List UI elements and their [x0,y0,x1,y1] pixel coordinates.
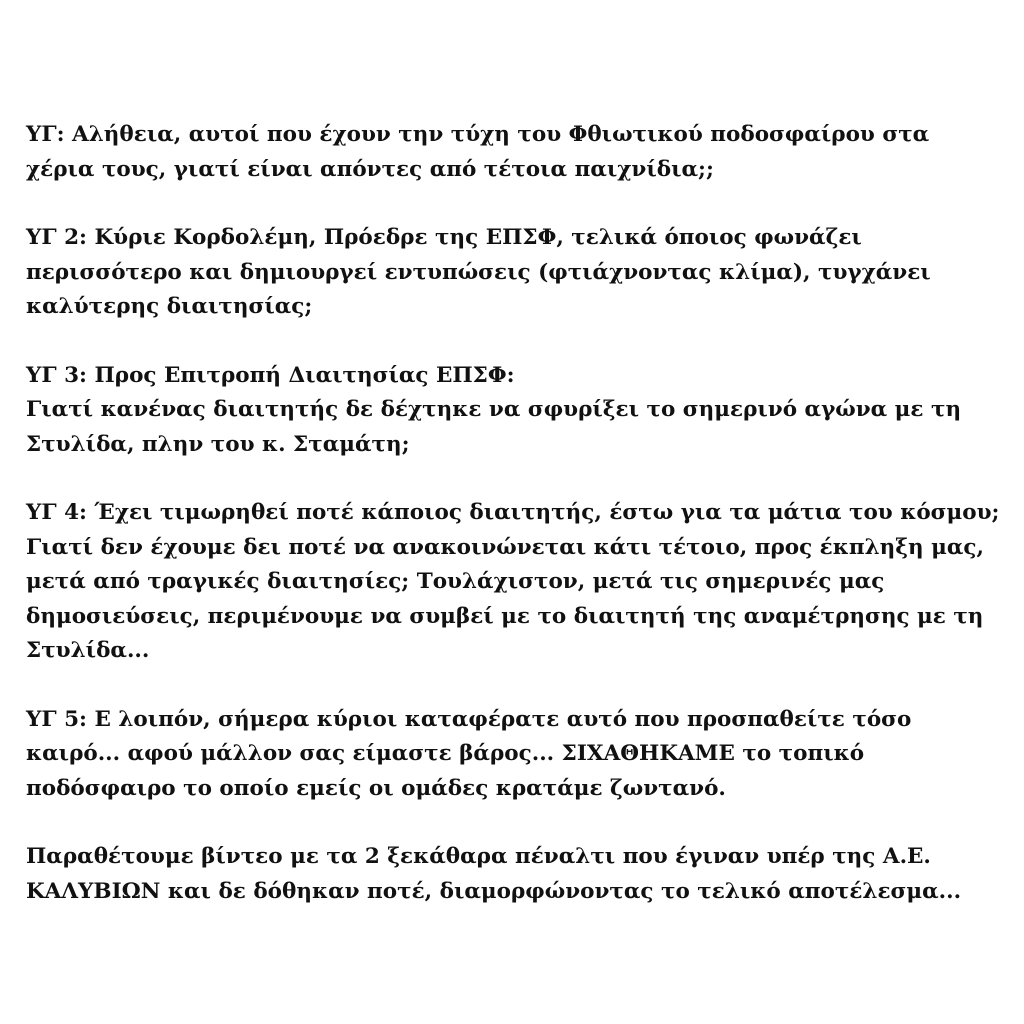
text-line: καιρό... αφού μάλλον σας είμαστε βάρος... ΣΙΧΑΘΗΚΑΜΕ το τοπικό [26,741,865,766]
paragraph-ps4 [26,496,1004,669]
paragraph-ps3 [26,359,1004,463]
text-line: Παραθέτουμε βίντεο με τα 2 ξεκάθαρα πέναλτι που έγιναν υπέρ της Α.Ε. [26,844,931,869]
paragraph-video-note [26,840,1004,909]
text-line: Στυλίδα... [26,638,150,663]
text-line: δημοσιεύσεις, περιμένουμε να συμβεί με το διαιτητή της αναμέτρησης με τη [26,603,984,629]
text-line: ΥΓ 4: Έχει τιμωρηθεί ποτέ κάποιος διαιτητής, έστω για τα μάτια του κόσμου; [26,500,1000,525]
text-line: ΥΓ 5: Ε λοιπόν, σήμερα κύριοι καταφέρατε αυτό που προσπαθείτε τόσο [26,706,912,732]
paragraph-ps1 [26,118,1004,187]
paragraph-ps2 [26,221,1004,325]
text-line: Στυλίδα, πλην του κ. Σταμάτη; [26,431,410,457]
text-line: Γιατί δεν έχουμε δει ποτέ να ανακοινώνεται κάτι τέτοιο, προς έκπληξη μας, [26,534,984,560]
text-line: ΥΓ 2: Κύριε Κορδολέμη, Πρόεδρε της ΕΠΣΦ, τελικά όποιος φωνάζει [26,225,862,250]
text-line: ποδόσφαιρο το οποίο εμείς οι ομάδες κρατάμε ζωντανό. [26,775,726,801]
text-line: καλύτερης διαιτησίας; [26,294,313,319]
text-line: χέρια τους, γιατί είναι απόντες από τέτοια παιχνίδια;; [26,156,714,182]
text-line: περισσότερο και δημιουργεί εντυπώσεις (φτιάχνοντας κλίμα), τυγχάνει [26,259,931,285]
text-line: ΥΓ 3: Προς Επιτροπή Διαιτησίας ΕΠΣΦ: [26,362,515,388]
text-line: ΚΑΛΥΒΙΩΝ και δε δόθηκαν ποτέ, διαμορφώνοντας το τελικό αποτέλεσμα... [26,878,962,904]
text-line: μετά από τραγικές διαιτησίες; Τουλάχιστον, μετά τις σημερινές μας [26,569,885,594]
text-line: Γιατί κανένας διαιτητής δε δέχτηκε να σφυρίξει το σημερινό αγώνα με τη [26,397,962,422]
text-line: ΥΓ: Αλήθεια, αυτοί που έχουν την τύχη του Φθιωτικού ποδοσφαίρου στα [26,122,930,147]
paragraph-ps5 [26,703,1004,807]
